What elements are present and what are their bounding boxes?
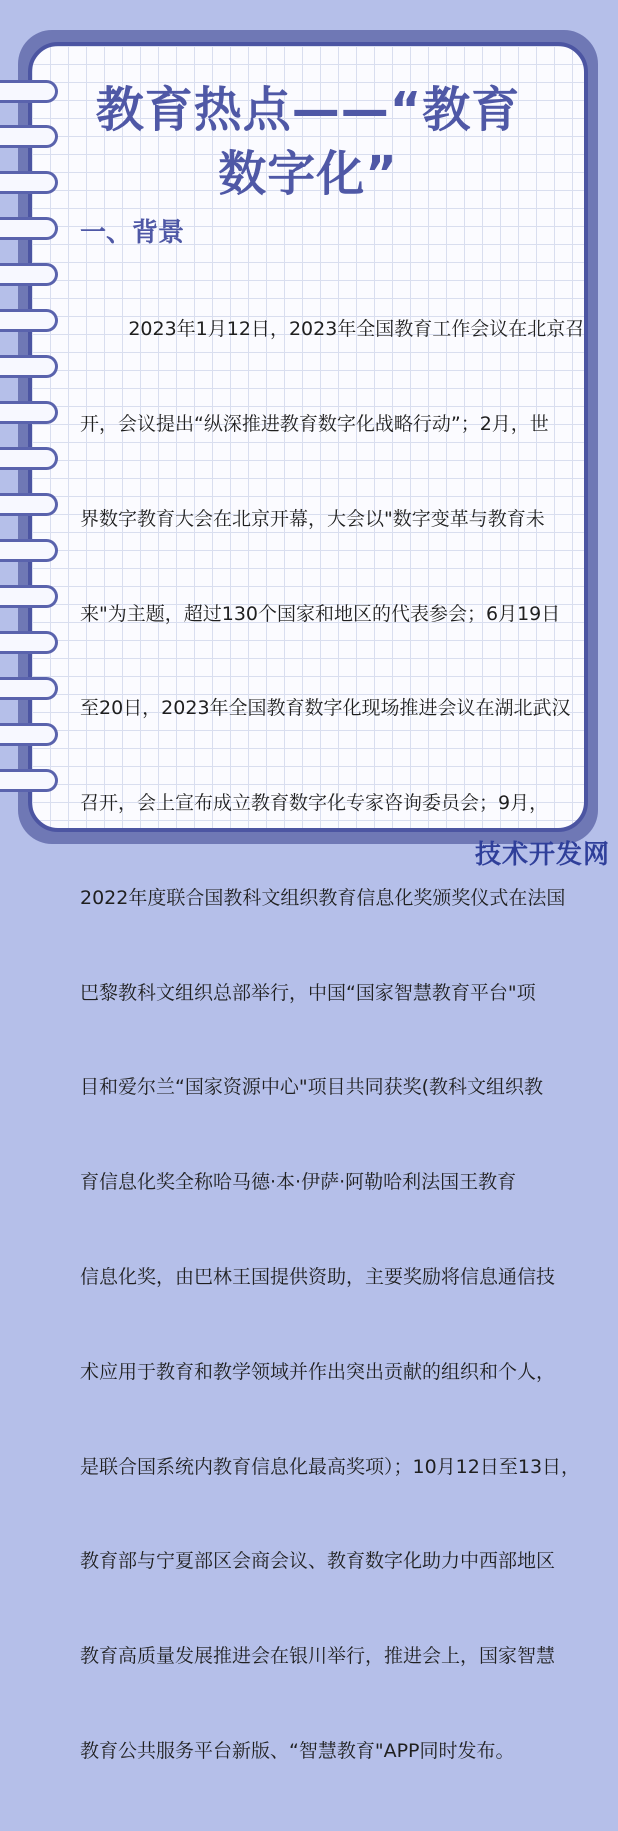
binder-ring-icon bbox=[0, 309, 58, 332]
section-heading: 一、背景 bbox=[80, 218, 185, 248]
body-line: 召开，会上宣布成立教育数字化专家咨询委员会；9月， bbox=[80, 792, 549, 815]
body-line: 教育部与宁夏部区会商会议、教育数字化助力中西部地区 bbox=[80, 1550, 556, 1573]
body-line: 是联合国系统内教育信息化最高奖项）；10月12日至13日， bbox=[80, 1455, 581, 1478]
binder-ring-icon bbox=[0, 125, 58, 148]
body-line: 2022年度联合国教科文组织教育信息化奖颁奖仪式在法国 bbox=[80, 886, 566, 909]
binder-ring-icon bbox=[0, 355, 58, 378]
binder-ring-icon bbox=[0, 493, 58, 516]
body-line: 教育公共服务平台新版、“智慧教育"APP同时发布。 bbox=[80, 1739, 515, 1762]
site-watermark: 技术开发网 bbox=[474, 840, 610, 870]
body-line: 目和爱尔兰“国家资源中心"项目共同获奖(教科文组织教 bbox=[80, 1076, 543, 1099]
body-line: 教育高质量发展推进会在银川举行，推进会上，国家智慧 bbox=[80, 1645, 556, 1668]
body-line: 巴黎教科文组织总部举行，中国“国家智慧教育平台"项 bbox=[80, 981, 536, 1004]
body-line: 至20日，2023年全国教育数字化现场推进会议在湖北武汉 bbox=[80, 697, 571, 720]
binder-ring-icon bbox=[0, 217, 58, 240]
binder-ring-icon bbox=[0, 171, 58, 194]
body-line: 界数字教育大会在北京开幕，大会以"数字变革与教育未 bbox=[80, 507, 545, 530]
binder-ring-icon bbox=[0, 447, 58, 470]
binder-ring-icon bbox=[0, 769, 58, 792]
binder-ring-icon bbox=[0, 585, 58, 608]
binder-ring-icon bbox=[0, 263, 58, 286]
page-title: 教育热点——“教育 数字化” bbox=[95, 82, 521, 202]
binder-ring-icon bbox=[0, 539, 58, 562]
body-line: 来"为主题，超过130个国家和地区的代表参会；6月19日 bbox=[80, 602, 561, 625]
binder-ring-icon bbox=[0, 401, 58, 424]
binder-ring-icon bbox=[0, 723, 58, 746]
body-line: 2023年1月12日，2023年全国教育工作会议在北京召 bbox=[80, 318, 585, 341]
body-line: 术应用于教育和教学领域并作出突出贡献的组织和个人， bbox=[80, 1360, 556, 1383]
body-line: 信息化奖，由巴林王国提供资助，主要奖励将信息通信技 bbox=[80, 1266, 556, 1288]
binder-ring-icon bbox=[0, 677, 58, 700]
body-paragraph bbox=[80, 251, 590, 1831]
binder-ring-icon bbox=[0, 631, 58, 654]
body-line: 开，会议提出“纵深推进教育数字化战略行动”；2月，世 bbox=[80, 412, 549, 435]
body-line: 育信息化奖全称哈马德·本·伊萨·阿勒哈利法国王教育 bbox=[80, 1171, 517, 1194]
binder-ring-icon bbox=[0, 80, 58, 103]
